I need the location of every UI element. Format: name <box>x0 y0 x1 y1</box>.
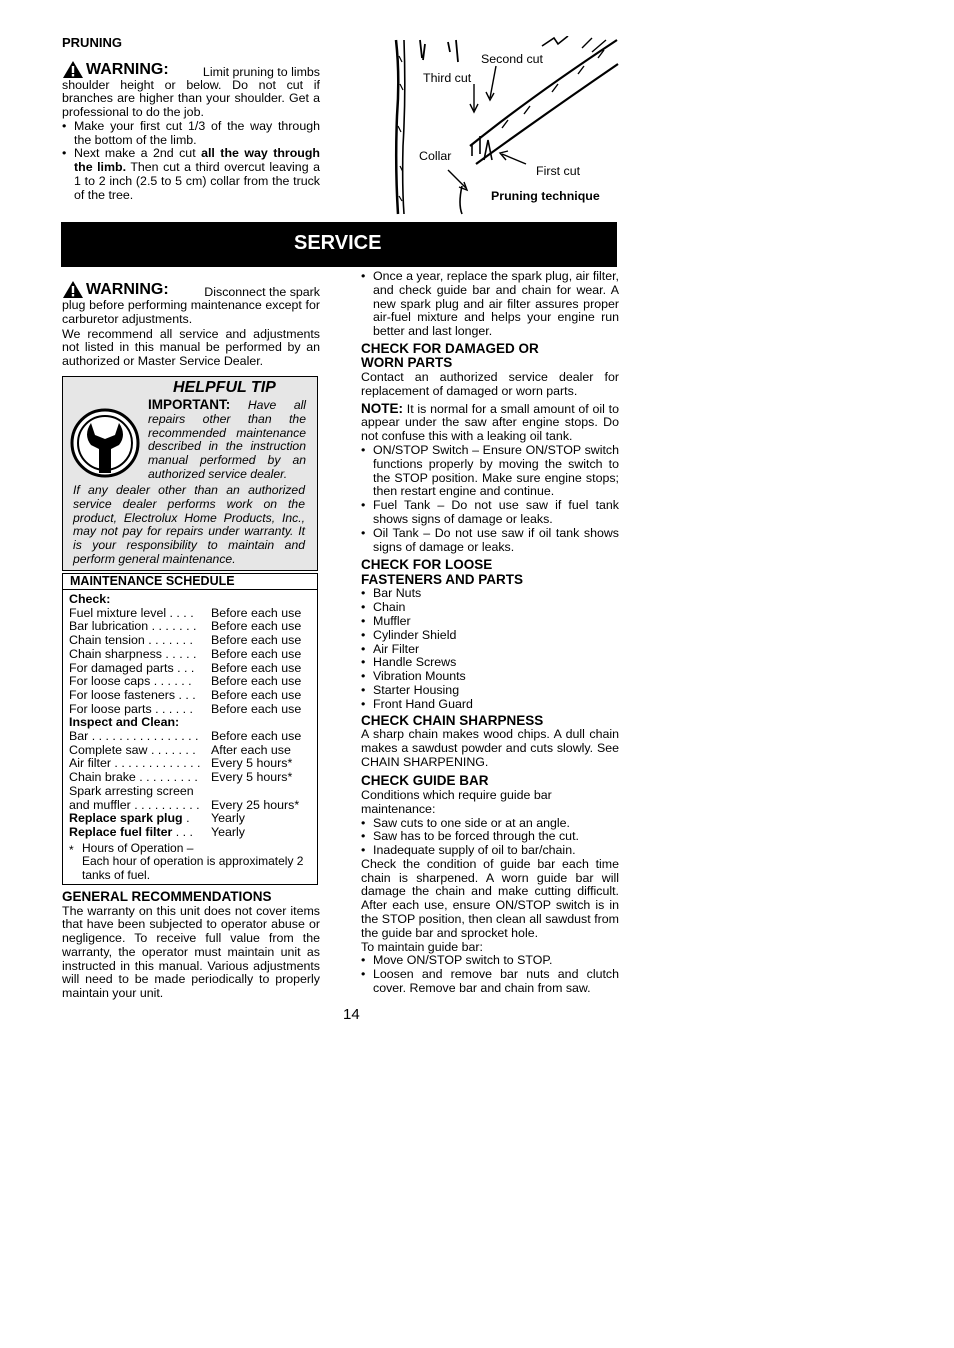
schedule-row: and muffler . . . . . . . . . . Every 25 hours* <box>69 797 300 812</box>
note: NOTE: It is normal for a small amount of oil to appear under the saw after engine stops. Do not confuse this with a leaking oil tank. <box>361 400 619 444</box>
guide-bar-intro: Conditions which require guide bar maintenance: <box>361 787 552 816</box>
left-column <box>62 280 320 369</box>
guide-bar-condition: • Saw has to be forced through the cut. <box>361 830 619 844</box>
loose-parts-item: • Air Filter <box>361 643 619 657</box>
maintain-step: • Move ON/STOP switch to STOP. <box>361 954 619 968</box>
schedule-body <box>63 590 317 883</box>
warning-triangle-icon <box>62 60 84 79</box>
pruning-section <box>62 36 320 203</box>
dealer-recommendation: We recommend all service and adjustments not listed in this manual be performed by an authorized or Master Service Dealer. <box>62 326 320 369</box>
damaged-parts-list <box>361 444 619 554</box>
chain-sharpness-heading: CHECK CHAIN SHARPNESS <box>361 712 544 728</box>
loose-parts-list <box>361 587 619 711</box>
damaged-parts-heading: CHECK FOR DAMAGED OR WORN PARTS <box>361 340 539 371</box>
annual-maintenance-item: • Once a year, replace the spark plug, air filter, and check guide bar and chain for wear. A new spark plug and air filter assures proper air-fuel mixture and helps your engine run better and last longer. <box>361 270 619 339</box>
schedule-row: Chain brake . . . . . . . . . Every 5 hours* <box>69 770 293 785</box>
general-recommendations <box>62 890 320 1001</box>
schedule-row: For damaged parts . . . Before each use <box>69 660 302 675</box>
check-rows <box>69 607 317 717</box>
warning-label: WARNING: <box>86 281 169 298</box>
schedule-inspect-heading: Inspect and Clean: <box>69 715 180 730</box>
pruning-warning <box>62 60 320 79</box>
loose-parts-item: • Cylinder Shield <box>361 629 619 643</box>
schedule-footnote: * Hours of Operation – Each hour of operation is approximately 2 tanks of fuel. <box>69 840 304 883</box>
pruning-figure <box>392 36 620 216</box>
schedule-row: For loose fasteners . . . Before each use <box>69 687 302 702</box>
schedule-row: Air filter . . . . . . . . . . . . . Every 5 hours* <box>69 756 293 771</box>
right-column <box>361 270 619 996</box>
figure-caption: Pruning technique <box>491 189 600 203</box>
general-heading: GENERAL RECOMMENDATIONS <box>62 889 272 904</box>
note-label: NOTE: <box>361 400 403 416</box>
maintenance-schedule <box>62 573 318 885</box>
loose-parts-item: • Chain <box>361 601 619 615</box>
loose-parts-item: • Handle Screws <box>361 656 619 670</box>
schedule-row: Chain tension . . . . . . . Before each use <box>69 633 302 648</box>
loose-parts-heading: CHECK FOR LOOSE FASTENERS AND PARTS <box>361 557 524 587</box>
schedule-row: Fuel mixture level . . . . Before each use <box>69 605 302 620</box>
page-number: 14 <box>343 1006 360 1023</box>
schedule-row: Bar lubrication . . . . . . . Before each use <box>69 619 302 634</box>
schedule-row: Replace spark plug . Yearly <box>69 811 245 826</box>
pruning-step-2: • Next make a 2nd cut all the way through the limb. Then cut a third overcut leaving a 1 to 2 inch (2.5 to 5 cm) collar from the truck of the tree. <box>62 147 320 202</box>
service-warning <box>62 280 320 299</box>
damaged-parts-item: • ON/STOP Switch – Ensure ON/STOP switch functions properly by moving the switch to the STOP position. Make sure engine stops; then restart engine and continue. <box>361 444 619 499</box>
guide-bar-conditions <box>361 817 619 858</box>
guide-bar-condition: • Saw cuts to one side or at an angle. <box>361 817 619 831</box>
label-second-cut: Second cut <box>481 52 543 66</box>
schedule-row: For loose caps . . . . . . Before each use <box>69 674 302 689</box>
warning-text: Limit pruning to limbs <box>202 64 320 79</box>
damaged-parts-text: Contact an authorized service dealer for replacement of damaged or worn parts. <box>361 369 619 398</box>
service-title: SERVICE <box>294 232 382 254</box>
tip-important-label: IMPORTANT: <box>148 397 231 412</box>
schedule-title: MAINTENANCE SCHEDULE <box>63 574 317 590</box>
warning-triangle-icon <box>62 280 84 299</box>
maintain-step: • Loosen and remove bar nuts and clutch cover. Remove bar and chain from saw. <box>361 968 619 996</box>
pruning-heading: PRUNING <box>62 35 122 50</box>
schedule-row: For loose parts . . . . . . Before each use <box>69 701 302 716</box>
loose-parts-item: • Muffler <box>361 615 619 629</box>
damaged-parts-item: • Oil Tank – Do not use saw if oil tank shows signs of damage or leaks. <box>361 527 619 555</box>
tip-warranty-text: If any dealer other than an authorized service dealer performs work on the product, Electrolux Home Products, Inc., may not pay for repairs under warranty. It is your responsibility to maintain and perform general maintenance. <box>73 483 305 566</box>
guide-bar-condition: • Inadequate supply of oil to bar/chain. <box>361 844 619 858</box>
pruning-steps <box>62 120 320 203</box>
warning-text-continued: shoulder height or below. Do not cut if branches are higher than your shoulder. Get a professional to do the job. <box>62 77 320 120</box>
pruning-step-1: • Make your first cut 1/3 of the way through the bottom of the limb. <box>62 120 320 148</box>
schedule-row: Bar . . . . . . . . . . . . . . . . Before each use <box>69 729 302 744</box>
label-first-cut: First cut <box>536 164 581 178</box>
schedule-row: Chain sharpness . . . . . Before each use <box>69 646 302 661</box>
label-collar: Collar <box>419 149 452 163</box>
inspect-rows <box>69 730 317 785</box>
schedule-row: Replace fuel filter . . . Yearly <box>69 824 245 839</box>
loose-parts-item: • Front Hand Guard <box>361 698 619 712</box>
wrench-icon <box>69 407 141 479</box>
helpful-tip-box <box>62 376 318 571</box>
chain-sharpness-text: A sharp chain makes wood chips. A dull chain makes a sawdust powder and cuts slowly. See CHAIN SHARPENING. <box>361 727 619 769</box>
schedule-row: Spark arresting screen <box>69 784 194 798</box>
label-third-cut: Third cut <box>423 71 472 85</box>
annual-maintenance <box>361 270 619 339</box>
warning-text-continued: plug before performing maintenance except for carburetor adjustments. <box>62 298 320 326</box>
general-text: The warranty on this unit does not cover items that have been subjected to operator abuse or negligence. To receive full value from the warranty, the operator must maintain unit as instructed in this manual. Various adjustments will need to be made periodically to properly maintain your unit. <box>62 903 320 1001</box>
damaged-parts-item: • Fuel Tank – Do not use saw if fuel tank shows signs of damage or leaks. <box>361 499 619 527</box>
maintain-intro: To maintain guide bar: <box>361 939 483 954</box>
guide-bar-heading: CHECK GUIDE BAR <box>361 773 489 789</box>
schedule-check-heading: Check: <box>69 592 111 606</box>
maintain-steps <box>361 954 619 995</box>
guide-bar-text: Check the condition of guide bar each time chain is sharpened. A worn guide bar will damage the chain and make cutting difficult. After each use, ensure ON/STOP switch is in the STOP position, then clean all sawdust from the guide bar and sprocket hole. <box>361 856 619 940</box>
tip-important-text: IMPORTANT: Have all repairs other than the recommended maintenance described in the instruction manual performed by an authorized service dealer. <box>148 397 307 481</box>
loose-parts-item: • Vibration Mounts <box>361 670 619 684</box>
schedule-row: Complete saw . . . . . . . After each use <box>69 742 291 757</box>
warning-label: WARNING: <box>86 60 169 78</box>
tip-title: HELPFUL TIP <box>173 379 276 396</box>
loose-parts-item: • Starter Housing <box>361 684 619 698</box>
service-banner <box>61 222 617 267</box>
loose-parts-item: • Bar Nuts <box>361 587 619 601</box>
warning-text: Disconnect the spark <box>204 285 320 299</box>
